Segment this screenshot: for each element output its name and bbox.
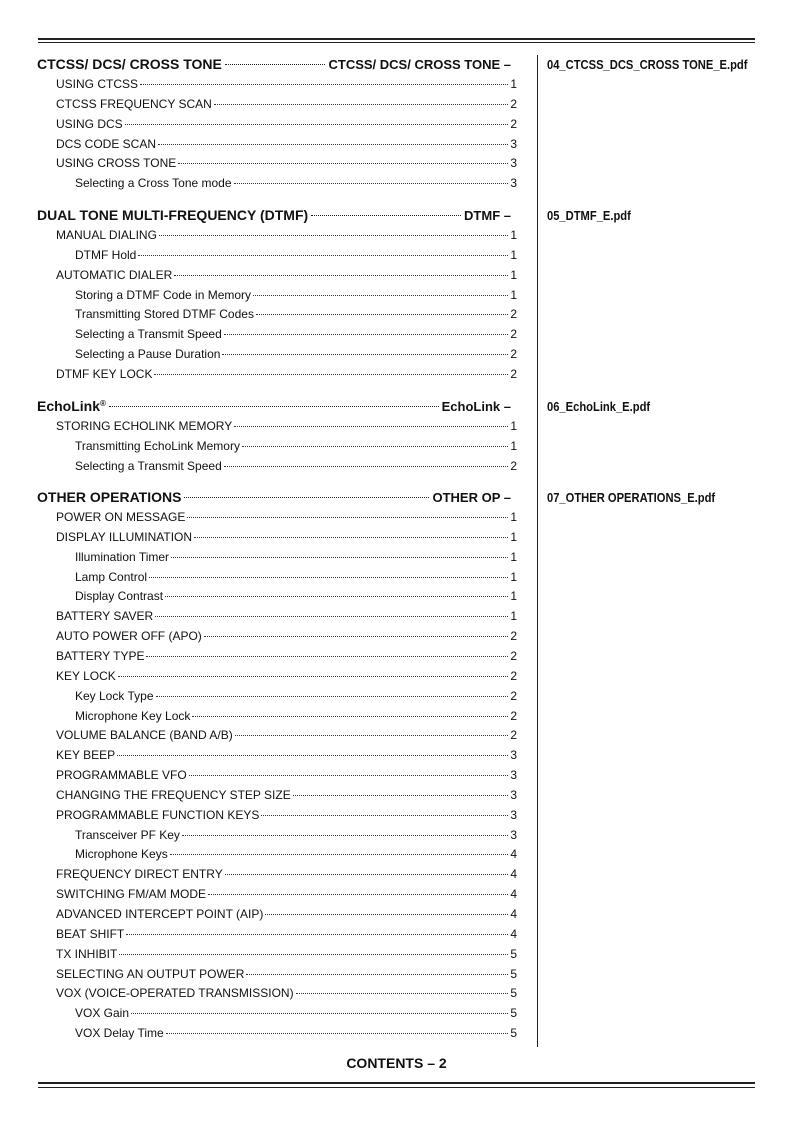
toc-entry-page: 2: [510, 458, 517, 473]
toc-entry-page: 2: [510, 668, 517, 683]
toc-entry-title: ADVANCED INTERCEPT POINT (AIP): [56, 907, 264, 921]
toc-entry[interactable]: [56, 154, 517, 172]
toc-entry-page: 2: [510, 688, 517, 703]
toc-entry-title: DISPLAY ILLUMINATION: [56, 529, 193, 544]
dot-leader: [171, 556, 508, 558]
toc-entry-page: 5: [510, 1006, 517, 1021]
section-heading[interactable]: [37, 396, 511, 416]
toc-entry[interactable]: [56, 75, 517, 93]
dot-leader: [225, 63, 326, 65]
toc-entry-page: 4: [510, 847, 517, 862]
dot-leader: [192, 715, 508, 717]
dot-leader: [187, 516, 508, 518]
toc-entry[interactable]: [56, 905, 517, 923]
toc-entry-page: 3: [510, 748, 517, 763]
section-page-prefix: CTCSS/ DCS/ CROSS TONE –: [328, 57, 511, 72]
toc-entry[interactable]: [56, 95, 517, 113]
toc-entry-page: 2: [510, 648, 517, 663]
dot-leader: [117, 754, 508, 756]
section-title: [37, 205, 308, 225]
toc-entry-page: 1: [510, 510, 517, 524]
toc-entry[interactable]: [56, 984, 517, 1002]
section-page-prefix: OTHER OP –: [432, 490, 511, 505]
dot-leader: [156, 695, 509, 697]
toc-entry[interactable]: [56, 226, 517, 244]
toc-entry-page: 5: [510, 946, 517, 961]
section-title-text: DUAL TONE MULTI-FREQUENCY (DTMF): [37, 207, 309, 223]
toc-entry[interactable]: [75, 305, 517, 323]
dot-leader: [109, 405, 439, 407]
toc-entry-page: 3: [510, 827, 517, 842]
dot-leader: [178, 162, 508, 164]
toc-entry[interactable]: [75, 707, 517, 725]
toc-entry-title: SWITCHING FM/AM MODE: [56, 887, 206, 902]
toc-entry-title: USING DCS: [56, 116, 123, 131]
dot-leader: [189, 774, 509, 776]
dot-leader: [126, 933, 508, 935]
dot-leader: [265, 913, 508, 915]
toc-entry[interactable]: [75, 826, 517, 844]
dot-leader: [253, 294, 508, 296]
toc-entry-page: 1: [510, 228, 517, 242]
toc-entry-page: 1: [510, 267, 517, 282]
toc-entry[interactable]: [75, 845, 517, 863]
toc-entry-title: PROGRAMMABLE VFO: [56, 768, 187, 783]
toc-entry-title: AUTOMATIC DIALER: [56, 267, 173, 282]
toc-entry-page: 1: [510, 287, 517, 302]
toc-entry-page: 4: [510, 887, 517, 902]
dot-leader: [158, 143, 508, 145]
toc-entry-title: Display Contrast: [75, 589, 164, 604]
section-file-link[interactable]: 04_CTCSS_DCS_CROSS TONE_E.pdf: [547, 57, 748, 72]
dot-leader: [155, 615, 508, 617]
dot-leader: [224, 333, 509, 335]
toc-entry[interactable]: [56, 786, 517, 804]
toc-entry[interactable]: [56, 528, 517, 546]
toc-entry-title: Transceiver PF Key: [75, 827, 180, 842]
top-rule-thin: [38, 42, 755, 43]
toc-entry-page: 1: [510, 77, 517, 91]
toc-entry[interactable]: [56, 266, 517, 284]
section-heading[interactable]: [37, 205, 511, 225]
toc-entry[interactable]: [75, 1024, 517, 1042]
section-title: [37, 54, 222, 74]
toc-entry-page: 3: [510, 787, 517, 802]
toc-entry-page: 1: [510, 529, 517, 544]
section-heading[interactable]: [37, 487, 511, 507]
toc-entry-title: DCS CODE SCAN: [56, 136, 157, 151]
toc-entry-page: 2: [510, 327, 517, 342]
dot-leader: [119, 953, 508, 955]
dot-leader: [174, 274, 508, 276]
toc-entry-page: 3: [510, 156, 517, 171]
dot-leader: [131, 1012, 508, 1014]
bottom-rule: [38, 1082, 755, 1084]
toc-entry[interactable]: [56, 945, 517, 963]
toc-entry[interactable]: [56, 417, 517, 435]
toc-entry-title: BATTERY TYPE: [56, 648, 145, 663]
toc-entry[interactable]: [56, 115, 517, 133]
dot-leader: [118, 675, 509, 677]
toc-entry[interactable]: [75, 457, 517, 475]
toc-entry-page: 2: [510, 116, 517, 131]
toc-entry[interactable]: [75, 587, 517, 605]
toc-entry-page: 3: [510, 176, 517, 191]
dot-leader: [225, 873, 509, 875]
dot-leader: [222, 353, 508, 355]
toc-entry[interactable]: [56, 607, 517, 625]
toc-entry-title: KEY LOCK: [56, 668, 116, 683]
dot-leader: [293, 794, 509, 796]
dot-leader: [166, 1032, 509, 1034]
toc-entry-title: STORING ECHOLINK MEMORY: [56, 419, 233, 433]
toc-entry-title: KEY BEEP: [56, 748, 116, 763]
toc-entry[interactable]: [56, 135, 517, 153]
toc-entry-title: Storing a DTMF Code in Memory: [75, 287, 252, 302]
toc-entry-page: 2: [510, 96, 517, 111]
toc-entry[interactable]: [75, 325, 517, 343]
toc-entry-title: BATTERY SAVER: [56, 609, 154, 624]
toc-entry-title: Transmitting Stored DTMF Codes: [75, 307, 254, 322]
toc-entry-title: AUTO POWER OFF (APO): [56, 629, 202, 644]
section-page-prefix: DTMF –: [464, 208, 511, 223]
bottom-rule-thin: [38, 1087, 755, 1088]
toc-entry-page: 1: [510, 589, 517, 604]
toc-entry[interactable]: [56, 925, 517, 943]
toc-entry-title: Selecting a Transmit Speed: [75, 327, 222, 342]
toc-entry-title: VOX Delay Time: [75, 1026, 164, 1041]
toc-entry-title: Key Lock Type: [75, 688, 154, 703]
toc-entry-page: 4: [510, 907, 517, 921]
toc-entry[interactable]: [75, 437, 517, 455]
toc-entry-title: VOX (VOICE-OPERATED TRANSMISSION): [56, 986, 294, 1001]
section-file-link[interactable]: 05_DTMF_E.pdf: [547, 208, 631, 223]
dot-leader: [154, 373, 508, 375]
dot-leader: [170, 853, 509, 855]
toc-entry-page: 1: [510, 609, 517, 624]
toc-entry-page: 1: [510, 438, 517, 453]
toc-entry-title: USING CROSS TONE: [56, 156, 177, 171]
toc-entry-page: 2: [510, 728, 517, 743]
toc-entry[interactable]: [75, 1004, 517, 1022]
dot-leader: [235, 734, 509, 736]
toc-entry-title: FREQUENCY DIRECT ENTRY: [56, 867, 223, 882]
toc-entry[interactable]: [56, 667, 517, 685]
toc-entry-page: 2: [510, 629, 517, 644]
toc-entry-title: DTMF Hold: [75, 247, 137, 262]
section-title-text: OTHER OPERATIONS: [37, 489, 182, 505]
toc-entry[interactable]: [75, 687, 517, 705]
toc-entry-title: VOLUME BALANCE (BAND A/B): [56, 728, 233, 743]
section-file-link[interactable]: 06_EchoLink_E.pdf: [547, 399, 651, 414]
toc-entry[interactable]: [75, 548, 517, 566]
toc-entry[interactable]: [56, 647, 517, 665]
toc-entry-title: PROGRAMMABLE FUNCTION KEYS: [56, 807, 260, 822]
toc-entry[interactable]: [56, 965, 517, 983]
toc-entry-page: 2: [510, 307, 517, 322]
toc-entry-title: DTMF KEY LOCK: [56, 366, 153, 381]
toc-entry[interactable]: [75, 174, 517, 192]
dot-leader: [194, 536, 508, 538]
toc-entry-page: 5: [510, 986, 517, 1001]
toc-entry[interactable]: [56, 806, 517, 824]
toc-entry[interactable]: [56, 627, 517, 645]
dot-leader: [204, 635, 509, 637]
toc-entry-title: MANUAL DIALING: [56, 228, 157, 242]
dot-leader: [184, 496, 429, 498]
toc-entry[interactable]: [56, 746, 517, 764]
dot-leader: [234, 425, 508, 427]
dot-leader: [256, 313, 508, 315]
dot-leader: [261, 814, 508, 816]
dot-leader: [246, 973, 508, 975]
dot-leader: [296, 992, 509, 994]
toc-entry-page: 3: [510, 136, 517, 151]
toc-entry-title: CHANGING THE FREQUENCY STEP SIZE: [56, 787, 291, 802]
dot-leader: [125, 123, 509, 125]
toc-entry-page: 1: [510, 419, 517, 433]
toc-entry-page: 1: [510, 569, 517, 584]
dot-leader: [214, 103, 509, 105]
dot-leader: [149, 576, 508, 578]
toc-entry[interactable]: [75, 286, 517, 304]
toc-entry-page: 4: [510, 926, 517, 941]
toc-entry[interactable]: [56, 865, 517, 883]
toc-entry-page: 5: [510, 966, 517, 981]
section-file-link[interactable]: 07_OTHER OPERATIONS_E.pdf: [547, 490, 716, 505]
section-title: [37, 487, 181, 507]
toc-entry-title: CTCSS FREQUENCY SCAN: [56, 96, 212, 111]
toc-entry-page: 3: [510, 768, 517, 783]
dot-leader: [165, 595, 508, 597]
toc-entry-title: TX INHIBIT: [56, 946, 118, 961]
section-title: [37, 396, 106, 416]
toc-entry-page: 2: [510, 708, 517, 723]
page-footer: CONTENTS – 2: [346, 1055, 447, 1071]
toc-entry-page: 3: [510, 807, 517, 822]
toc-entry[interactable]: [75, 568, 517, 586]
dot-leader: [182, 834, 508, 836]
toc-entry[interactable]: [56, 365, 517, 383]
toc-entry-page: 1: [510, 247, 517, 262]
toc-entry-title: Selecting a Cross Tone mode: [75, 176, 232, 191]
toc-entry-title: Selecting a Pause Duration: [75, 347, 221, 362]
top-rule: [38, 38, 755, 40]
dot-leader: [224, 465, 509, 467]
section-title-text: CTCSS/ DCS/ CROSS TONE: [37, 56, 222, 72]
dot-leader: [159, 234, 508, 236]
toc-entry-title: Selecting a Transmit Speed: [75, 458, 222, 473]
toc-entry-page: 1: [510, 549, 517, 564]
toc-entry-title: USING CTCSS: [56, 77, 139, 91]
column-divider: [537, 55, 538, 1047]
toc-entry-title: VOX Gain: [75, 1006, 130, 1021]
registered-mark: ®: [100, 399, 106, 408]
section-page-prefix: EchoLink –: [441, 399, 511, 414]
toc-entry[interactable]: [75, 246, 517, 264]
toc-entry-title: Microphone Key Lock: [75, 708, 191, 723]
section-title-text: EchoLink: [37, 398, 101, 414]
dot-leader: [138, 254, 508, 256]
toc-entry-title: Lamp Control: [75, 569, 148, 584]
toc-entry-title: SELECTING AN OUTPUT POWER: [56, 966, 245, 981]
toc-entry-title: Microphone Keys: [75, 847, 168, 862]
toc-entry-title: BEAT SHIFT: [56, 926, 125, 941]
toc-entry-title: Transmitting EchoLink Memory: [75, 438, 240, 453]
toc-entry-page: 5: [510, 1026, 517, 1041]
dot-leader: [242, 445, 508, 447]
toc-entry[interactable]: [56, 508, 517, 526]
toc-entry[interactable]: [56, 885, 517, 903]
dot-leader: [208, 893, 508, 895]
toc-entry-page: 2: [510, 366, 517, 381]
toc-entry-title: POWER ON MESSAGE: [56, 510, 186, 524]
section-heading[interactable]: [37, 54, 511, 74]
toc-entry[interactable]: [75, 345, 517, 363]
toc-entry[interactable]: [56, 726, 517, 744]
dot-leader: [146, 655, 508, 657]
dot-leader: [311, 214, 461, 216]
toc-entry[interactable]: [56, 766, 517, 784]
toc-entry-title: Illumination Timer: [75, 549, 170, 564]
toc-entry-page: 2: [510, 347, 517, 362]
toc-entry-page: 4: [510, 867, 517, 882]
dot-leader: [234, 182, 509, 184]
dot-leader: [140, 83, 508, 85]
